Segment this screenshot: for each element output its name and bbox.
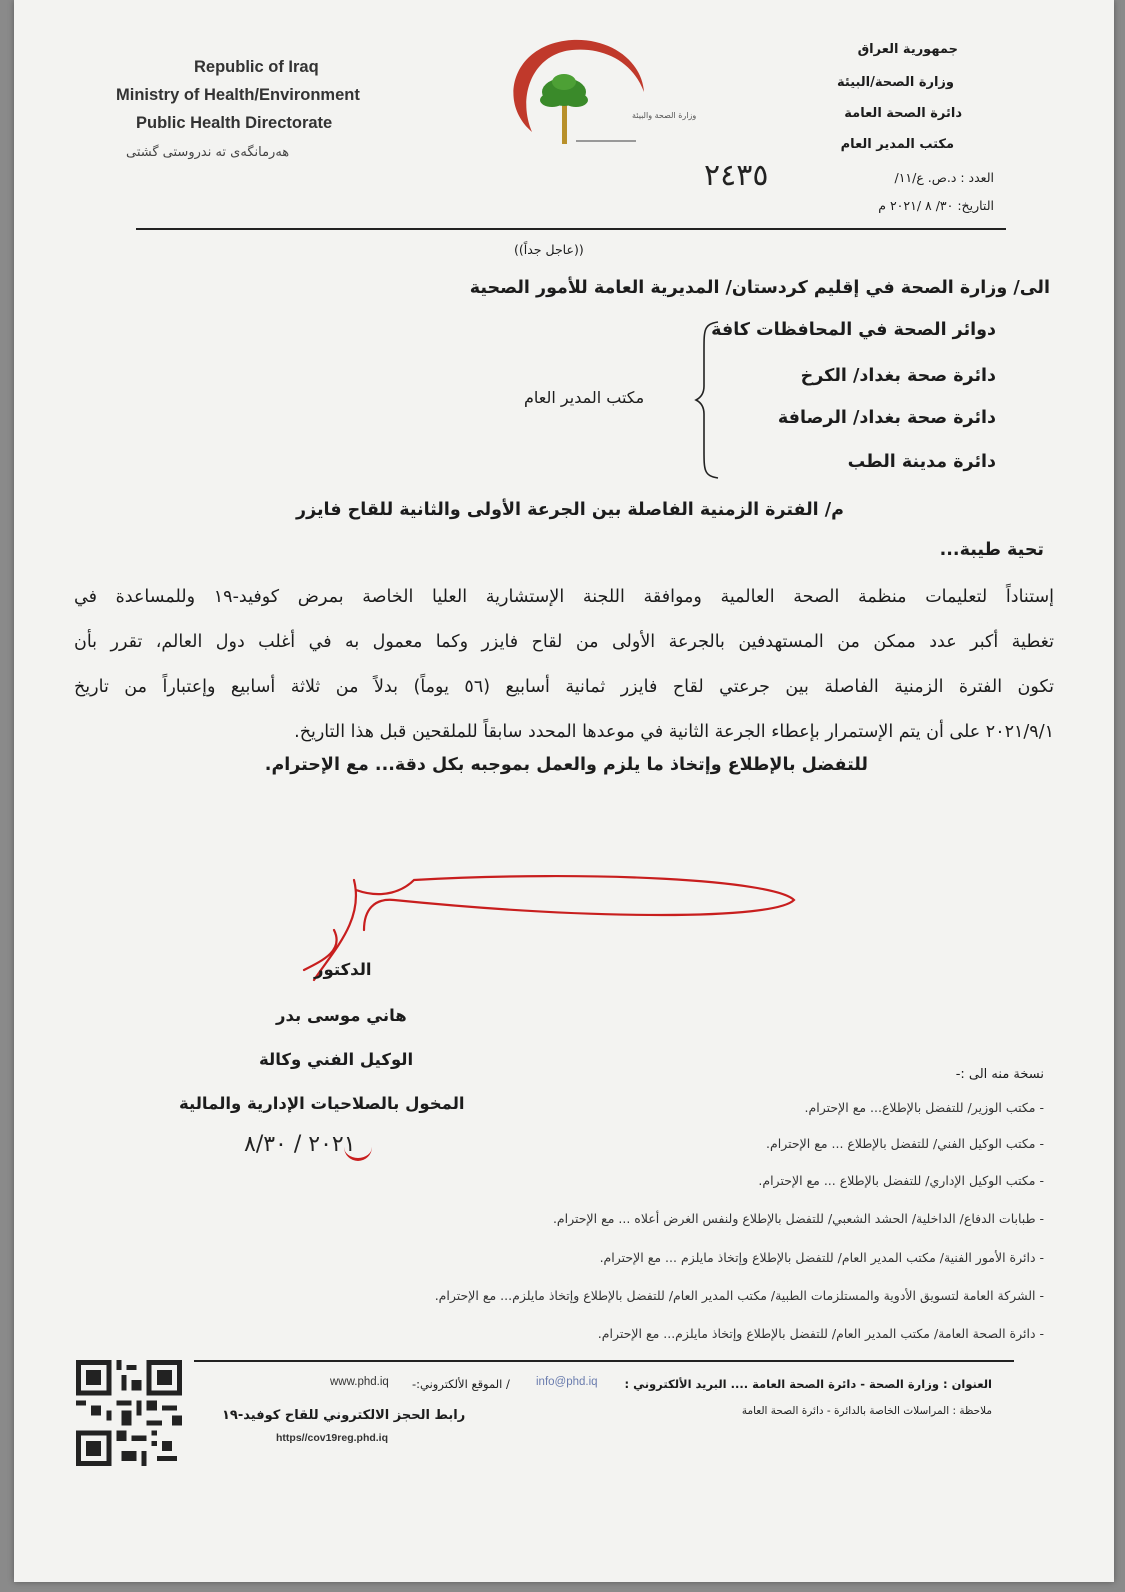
- header-ar-line3: دائرة الصحة العامة: [844, 106, 962, 121]
- header-kurdish-line: هەرمانگەی تە ندروستی گشتی: [126, 145, 290, 160]
- recipient-item: دائرة صحة بغداد/ الكرخ: [800, 366, 996, 386]
- copy-to-item: - مكتب الوكيل الفني/ للتفضل بالإطلاع ... مع الإحترام.: [766, 1136, 1044, 1151]
- header-ar-line4: مكتب المدير العام: [840, 137, 954, 152]
- header-ar-number: العدد : د.ص. ع/١١/: [894, 170, 994, 185]
- document-page: [14, 0, 1114, 1582]
- header-en-line3: Public Health Directorate: [136, 114, 333, 132]
- body-line: تكون الفترة الزمنية الفاصلة بين جرعتي لقاح فايزر ثمانية أسابيع (٥٦ يوماً) بدلاً من ثلاثة أسابيع وإعتباراً من تاريخ: [74, 677, 1054, 697]
- copy-to-item: - مكتب الوزير/ للتفضل بالإطلاع... مع الإحترام.: [804, 1100, 1044, 1115]
- greeting: تحية طيبة...: [939, 540, 1044, 560]
- recipient-brace: [694, 320, 724, 480]
- copy-to-item: - دائرة الأمور الفنية/ مكتب المدير العام/ للتفضل بالإطلاع وإتخاذ مايلزم ... مع الإحترام.: [599, 1250, 1044, 1265]
- footer-booking-label: رابط الحجز الالكتروني للقاح كوفيد-١٩: [222, 1408, 466, 1423]
- copy-to-item: - دائرة الصحة العامة/ مكتب المدير العام/ للتفضل بالإطلاع وإتخاذ مايلزم... مع الإحترام.: [597, 1326, 1044, 1341]
- signature-title: الدكتور: [314, 960, 372, 979]
- copy-to-item: - مكتب الوكيل الإداري/ للتفضل بالإطلاع ... مع الإحترام.: [758, 1173, 1044, 1188]
- signature-date-mark: [344, 1136, 372, 1161]
- header-en-line2: Ministry of Health/Environment: [116, 86, 360, 104]
- qr-code: [76, 1360, 182, 1466]
- ministry-logo: [492, 32, 697, 162]
- signature-authority: المخول بالصلاحيات الإدارية والمالية: [179, 1094, 465, 1113]
- signature-date: ٢٠٢١ / ٨/٣٠: [244, 1132, 356, 1157]
- logo-text: وزارة الصحة والبيئة: [632, 111, 697, 120]
- footer-divider: [194, 1360, 1014, 1362]
- header-ar-line1: جمهورية العراق: [857, 42, 958, 57]
- recipient-side-office: مكتب المدير العام: [524, 388, 645, 407]
- copy-to-item: - طبابات الدفاع/ الداخلية/ الحشد الشعبي/ للتفضل بالإطلاع ولنفس الغرض أعلاه ... مع الإحترام.: [552, 1211, 1044, 1226]
- signature-role: الوكيل الفني وكالة: [259, 1050, 414, 1069]
- header-ar-line2: وزارة الصحة/البيئة: [837, 75, 954, 90]
- footer-website-label: / الموقع الألكتروني:-: [412, 1377, 510, 1391]
- closing-line: للتفضل بالإطلاع وإتخاذ ما يلزم والعمل بموجبه بكل دقة... مع الإحترام.: [264, 755, 868, 775]
- header-en-line1: Republic of Iraq: [194, 58, 319, 76]
- handwritten-reference-number: ٢٤٣٥: [704, 158, 769, 193]
- footer-website: www.phd.iq: [330, 1376, 389, 1388]
- recipient-to: الى/ وزارة الصحة في إقليم كردستان/ المديرية العامة للأمور الصحية: [469, 278, 1050, 298]
- copy-to-item: - الشركة العامة لتسويق الأدوية والمستلزمات الطبية/ مكتب المدير العام/ للتفضل بالإطلاع وإتخاذ مايلزم... مع الإحترام.: [434, 1288, 1044, 1303]
- footer-address: العنوان : وزارة الصحة - دائرة الصحة العامة .... البريد الألكتروني :: [624, 1377, 992, 1391]
- body-line: ٢٠٢١/٩/١ على أن يتم الإستمرار بإعطاء الجرعة الثانية في موعدها المحدد سابقاً للملقحين قبل هذا التاريخ.: [294, 722, 1054, 742]
- recipient-item: دوائر الصحة في المحافظات كافة: [711, 320, 996, 340]
- subject-line: م/ الفترة الزمنية الفاصلة بين الجرعة الأولى والثانية للقاح فايزر: [296, 500, 844, 520]
- urgent-label: ((عاجل جداً)): [514, 242, 584, 257]
- body-line: إستناداً لتعليمات منظمة الصحة العالمية وموافقة اللجنة الإستشارية العليا الخاصة بمرض كوفيد-١٩ وللمساعدة في: [74, 587, 1055, 607]
- copy-to-heading: نسخة منه الى :-: [955, 1067, 1044, 1082]
- header-divider: [136, 228, 1006, 230]
- footer-email: info@phd.iq: [536, 1376, 598, 1388]
- header-ar-date: التاريخ: ٣٠/ ٨ /٢٠٢١ م: [878, 198, 994, 213]
- signature-name: هاني موسى بدر: [276, 1006, 407, 1025]
- signature-scribble: [294, 860, 814, 1000]
- palm-tree-icon: [540, 74, 588, 144]
- body-line: تغطية أكبر عدد ممكن من المستهدفين بالجرعة الأولى من لقاح فايزر وكما معمول به في أغلب دول العالم، تقرر بأن: [74, 632, 1054, 652]
- recipient-item: دائرة صحة بغداد/ الرصافة: [777, 408, 996, 428]
- footer-note: ملاحظة : المراسلات الخاصة بالدائرة - دائرة الصحة العامة: [741, 1405, 992, 1417]
- body-paragraph: [74, 575, 1054, 755]
- footer-booking-url[interactable]: https//cov19reg.phd.iq: [276, 1432, 389, 1444]
- recipient-item: دائرة مدينة الطب: [847, 452, 996, 472]
